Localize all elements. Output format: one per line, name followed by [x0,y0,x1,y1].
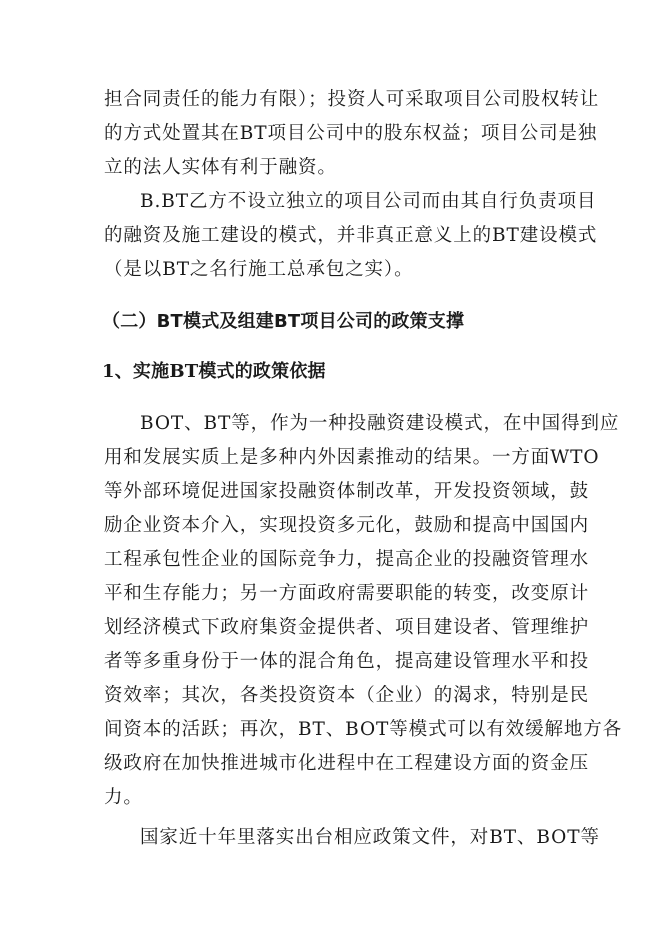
paragraph-3-line-4: 励企业资本介入，实现投资多元化，鼓励和提高中国国内 [104,515,590,536]
paragraph-3-line-9: 资效率；其次，各类投资资本（企业）的渴求，特别是民 [104,685,590,706]
paragraph-3-line-8: 者等多重身份于一体的混合角色，提高建设管理水平和投 [104,651,590,672]
paragraph-3-line-6: 平和生存能力；另一方面政府需要职能的转变，改变原计 [104,583,590,604]
paragraph-3-line-11: 级政府在加快推进城市化进程中在工程建设方面的资金压 [104,753,590,774]
paragraph-1-line-3: 立的法人实体有利于融资。 [104,157,337,178]
paragraph-3-line-7: 划经济模式下政府集资金提供者、项目建设者、管理维护 [104,617,590,638]
paragraph-1-line-1: 担合同责任的能力有限）；投资人可采取项目公司股权转让 [104,89,600,110]
subsection-heading: 1、实施BT模式的政策依据 [102,361,326,382]
paragraph-2-line-3: （是以BT之名行施工总承包之实）。 [104,259,414,280]
paragraph-3-line-1: BOT、BT等，作为一种投融资建设模式，在中国得到应 [140,413,620,434]
paragraph-3-line-3: 等外部环境促进国家投融资体制改革，开发投资领域，鼓 [104,481,590,502]
paragraph-1-line-2: 的方式处置其在BT项目公司中的股东权益；项目公司是独 [104,123,598,144]
paragraph-2-line-1: B.BT乙方不设立独立的项目公司而由其自行负责项目 [140,191,597,212]
paragraph-2-line-2: 的融资及施工建设的模式，并非真正意义上的BT建设模式 [104,225,598,246]
paragraph-4-line-1: 国家近十年里落实出台相应政策文件，对BT、BOT等 [140,827,600,848]
paragraph-3-line-2: 用和发展实质上是多种内外因素推动的结果。一方面WTO [104,447,600,468]
paragraph-3-line-12: 力。 [104,787,143,808]
paragraph-3-line-5: 工程承包性企业的国际竞争力，提高企业的投融资管理水 [104,549,590,570]
section-heading: （二）BT模式及组建BT项目公司的政策支撑 [102,311,465,332]
paragraph-3-line-10: 间资本的活跃；再次，BT、BOT等模式可以有效缓解地方各 [104,719,623,740]
